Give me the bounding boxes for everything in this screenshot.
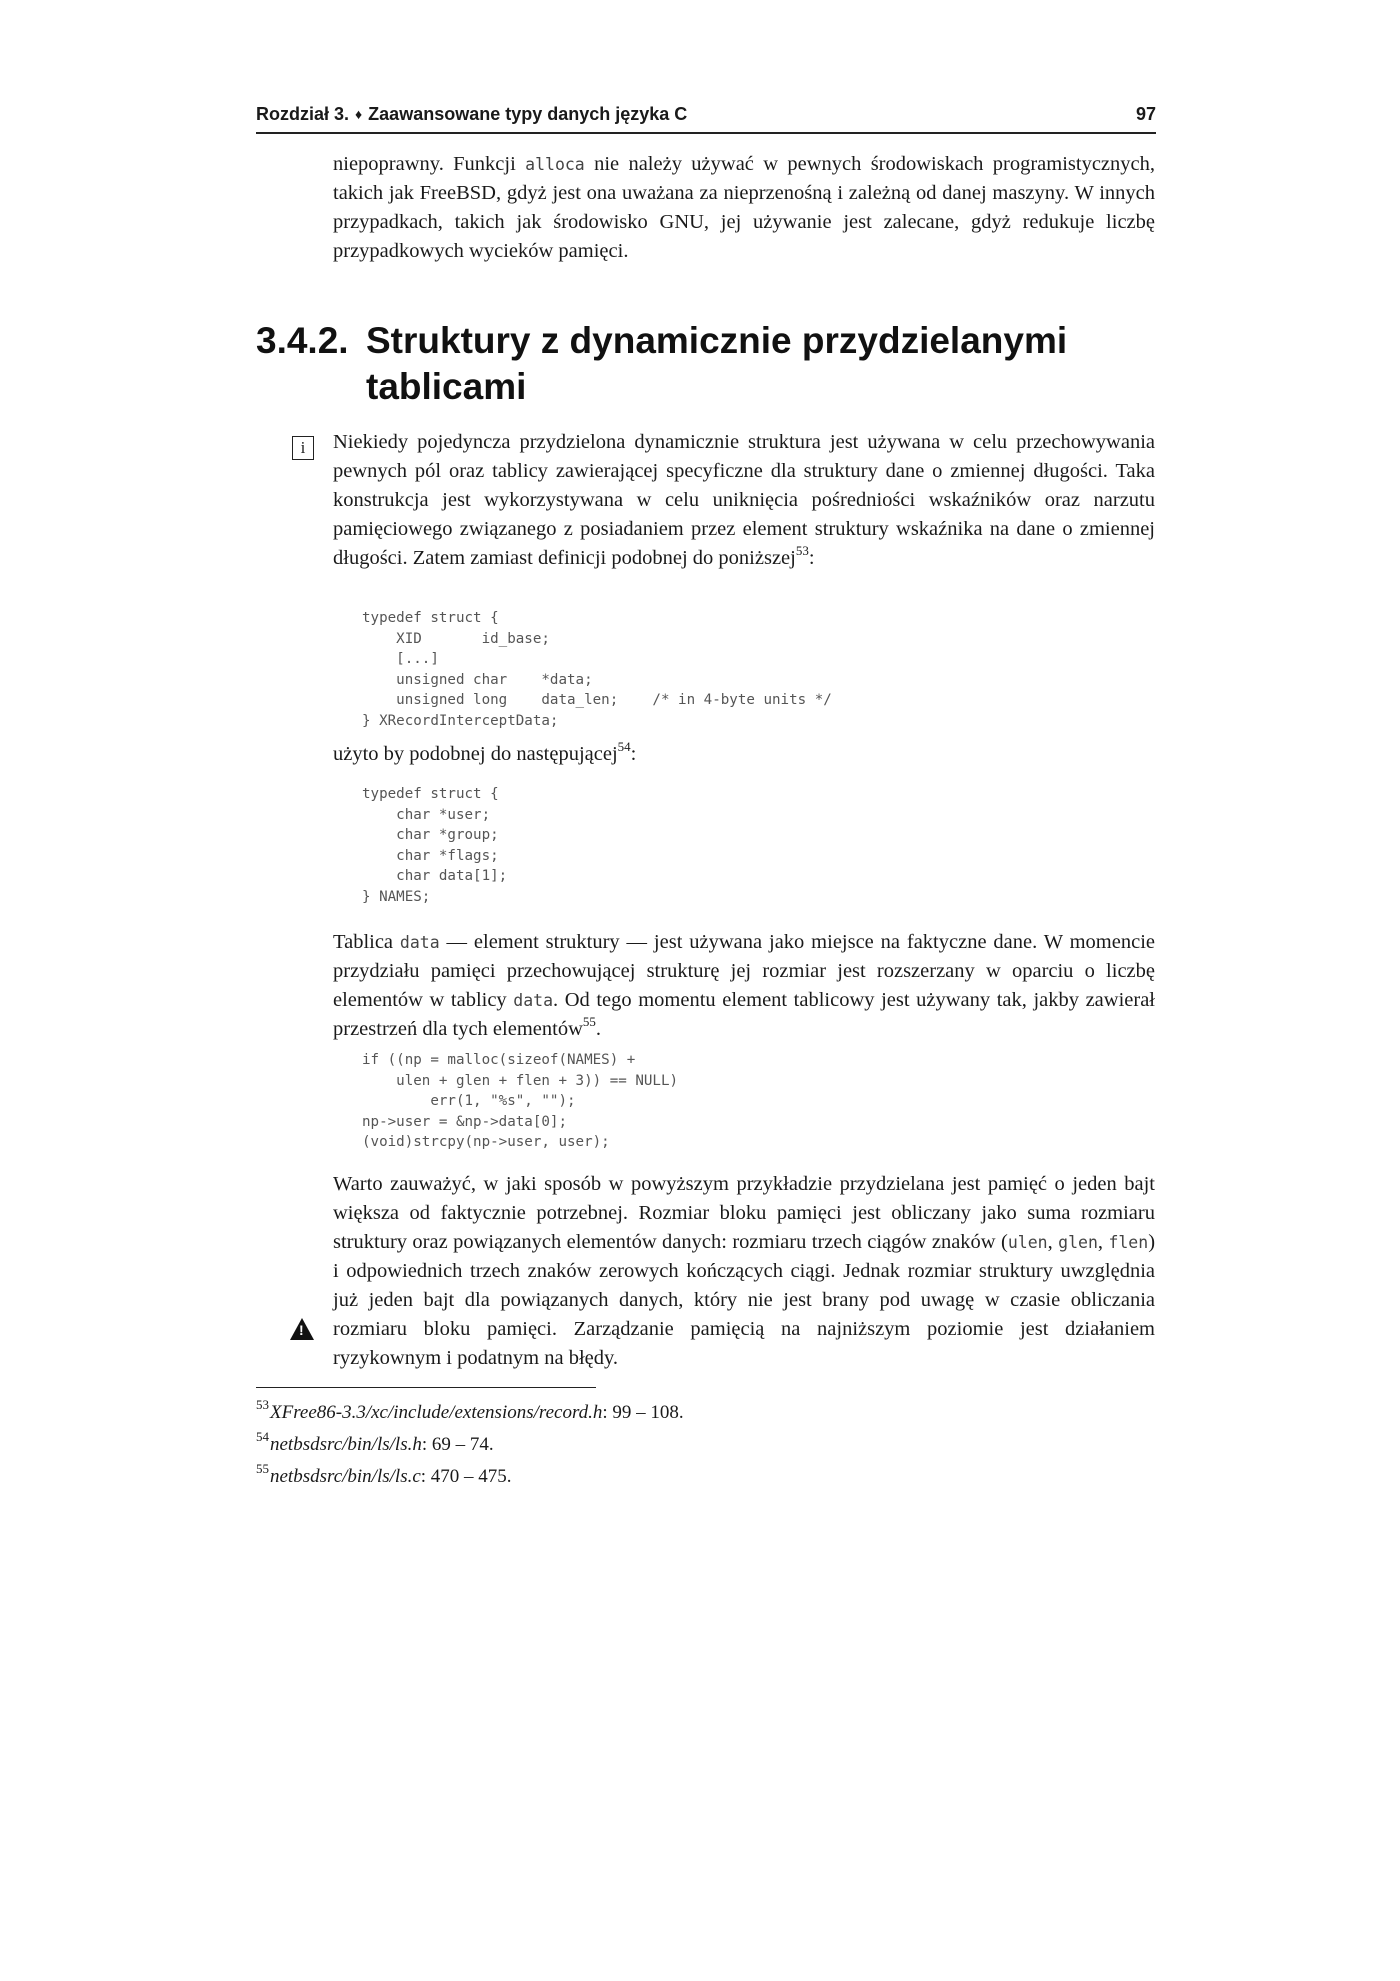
para4-text-2: , — [1047, 1231, 1059, 1253]
footnote-divider — [256, 1387, 596, 1388]
footnote-lines: : 69 – 74. — [421, 1434, 494, 1455]
chapter-label: Rozdział 3. — [256, 104, 350, 124]
section-number: 3.4.2. — [256, 320, 349, 361]
intro-text-2: nie należy używać w pewnych środowiskach programistycznych, takich jak FreeBSD, gdyż jest ona uważana za nieprzenośną i zależną od danej maszyny. W innych przypadkach, takich jak środowisko GNU, jej używanie jest zalecane, gdyż redukuje liczbę przypadkowych wycieków pamięci. — [333, 153, 1155, 262]
para3-end: . — [595, 1018, 601, 1040]
intro-text-1: niepoprawny. Funkcji — [333, 153, 526, 175]
para2-end: : — [630, 743, 637, 765]
warning-icon — [290, 1318, 314, 1340]
page-number: 97 — [1135, 104, 1156, 124]
section-heading — [256, 318, 1067, 410]
section-title-line1: Struktury z dynamicznie przydzielanymi — [366, 320, 1068, 361]
footnote-ref-53: 53 — [795, 543, 809, 559]
paragraph-memory-note — [333, 1170, 1155, 1373]
para1-end: : — [808, 547, 815, 569]
paragraph-following — [333, 740, 1155, 769]
footnote-path: netbsdsrc/bin/ls/ls.c — [270, 1466, 421, 1487]
diamond-icon: ♦ — [355, 106, 363, 122]
footnote-lines: : 99 – 108. — [602, 1402, 684, 1423]
footnote-55 — [256, 1461, 684, 1493]
paragraph-data-array — [333, 928, 1155, 1044]
footnote-53 — [256, 1397, 684, 1429]
inline-code-ulen: ulen — [1007, 1233, 1048, 1252]
inline-code-flen: flen — [1108, 1233, 1149, 1252]
para4-text-4: ) i odpowiednich trzech znaków zerowych kończących ciągi. Jednak rozmiar struktury uwzględnia już jeden bajt dla powiązanych danych, który nie jest brany pod uwagę w czasie obliczania rozmiaru bloku pamięci. Zarządzanie pamięcią na najniższym poziomie jest działaniem ryzykownym i podatnym na błędy. — [333, 1231, 1156, 1369]
para3-text-1: Tablica — [333, 931, 400, 953]
header-chapter — [256, 104, 687, 125]
info-icon: i — [292, 436, 314, 460]
para2-text: użyto by podobnej do następującej — [333, 743, 618, 765]
code-block-xrecord: typedef struct { XID id_base; [...] unsigned char *data; unsigned long data_len; /* in 4-byte units */ } XRecordInterceptData; — [362, 610, 832, 729]
code-block-malloc: if ((np = malloc(sizeof(NAMES) + ulen + glen + flen + 3)) == NULL) err(1, "%s", ""); np->user = &np->data[0]; (void)strcpy(np->user, user); — [362, 1052, 679, 1150]
footnote-ref-54: 54 — [617, 739, 631, 755]
para4-text-1: Warto zauważyć, w jaki sposób w powyższym przykładzie przydzielana jest pamięć o jeden bajt większa od faktycznie potrzebnej. Rozmiar bloku pamięci jest obliczany jako suma rozmiaru struktury oraz powiązanych elementów danych: rozmiaru trzech ciągów znaków ( — [333, 1173, 1155, 1253]
footnote-number: 55 — [256, 1460, 269, 1476]
paragraph-intro-struct — [333, 428, 1155, 573]
para3-text-3: . Od tego momentu element tablicowy jest używany tak, jakby zawierał przestrzeń dla tych elementów — [333, 989, 1156, 1040]
footnote-path: netbsdsrc/bin/ls/ls.h — [270, 1434, 422, 1455]
para4-text-3: , — [1097, 1231, 1109, 1253]
footnote-path: XFree86-3.3/xc/include/extensions/record.h — [270, 1402, 603, 1423]
inline-code-data-2: data — [513, 991, 554, 1010]
footnote-number: 54 — [256, 1428, 269, 1444]
footnote-lines: : 470 – 475. — [420, 1466, 512, 1487]
chapter-title: Zaawansowane typy danych języka C — [368, 104, 688, 124]
footnote-54 — [256, 1429, 684, 1461]
footnote-number: 53 — [256, 1396, 269, 1412]
warning-mark: ! — [299, 1322, 304, 1338]
code-block-names: typedef struct { char *user; char *group; char *flags; char data[1]; } NAMES; — [362, 786, 508, 905]
intro-paragraph — [333, 150, 1155, 266]
footnote-ref-55: 55 — [582, 1014, 596, 1030]
para1-text: Niekiedy pojedyncza przydzielona dynamicznie struktura jest używana w celu przechowywania pewnych pól oraz tablicy zawierającej specyficzne dla struktury dane o zmiennej długości. Taka konstrukcja jest wykorzystywana w celu uniknięcia pośredniości wskaźników oraz narzutu pamięciowego związanego z posiadaniem przez element struktury wskaźnika na dane o zmiennej długości. Zatem zamiast definicji podobnej do poniższej — [333, 431, 1155, 569]
running-header — [256, 100, 1156, 134]
para3-text-2: — element struktury — jest używana jako miejsce na faktyczne dane. W momencie przydziału pamięci przechowującej strukturę jej rozmiar jest rozszerzany w oparciu o liczbę elementów w tablicy — [333, 931, 1155, 1011]
section-title-line2: tablicami — [366, 366, 527, 407]
inline-code-data: data — [399, 933, 440, 952]
footnotes — [256, 1397, 684, 1493]
inline-code-glen: glen — [1058, 1233, 1098, 1252]
inline-code-alloca: alloca — [525, 155, 585, 174]
